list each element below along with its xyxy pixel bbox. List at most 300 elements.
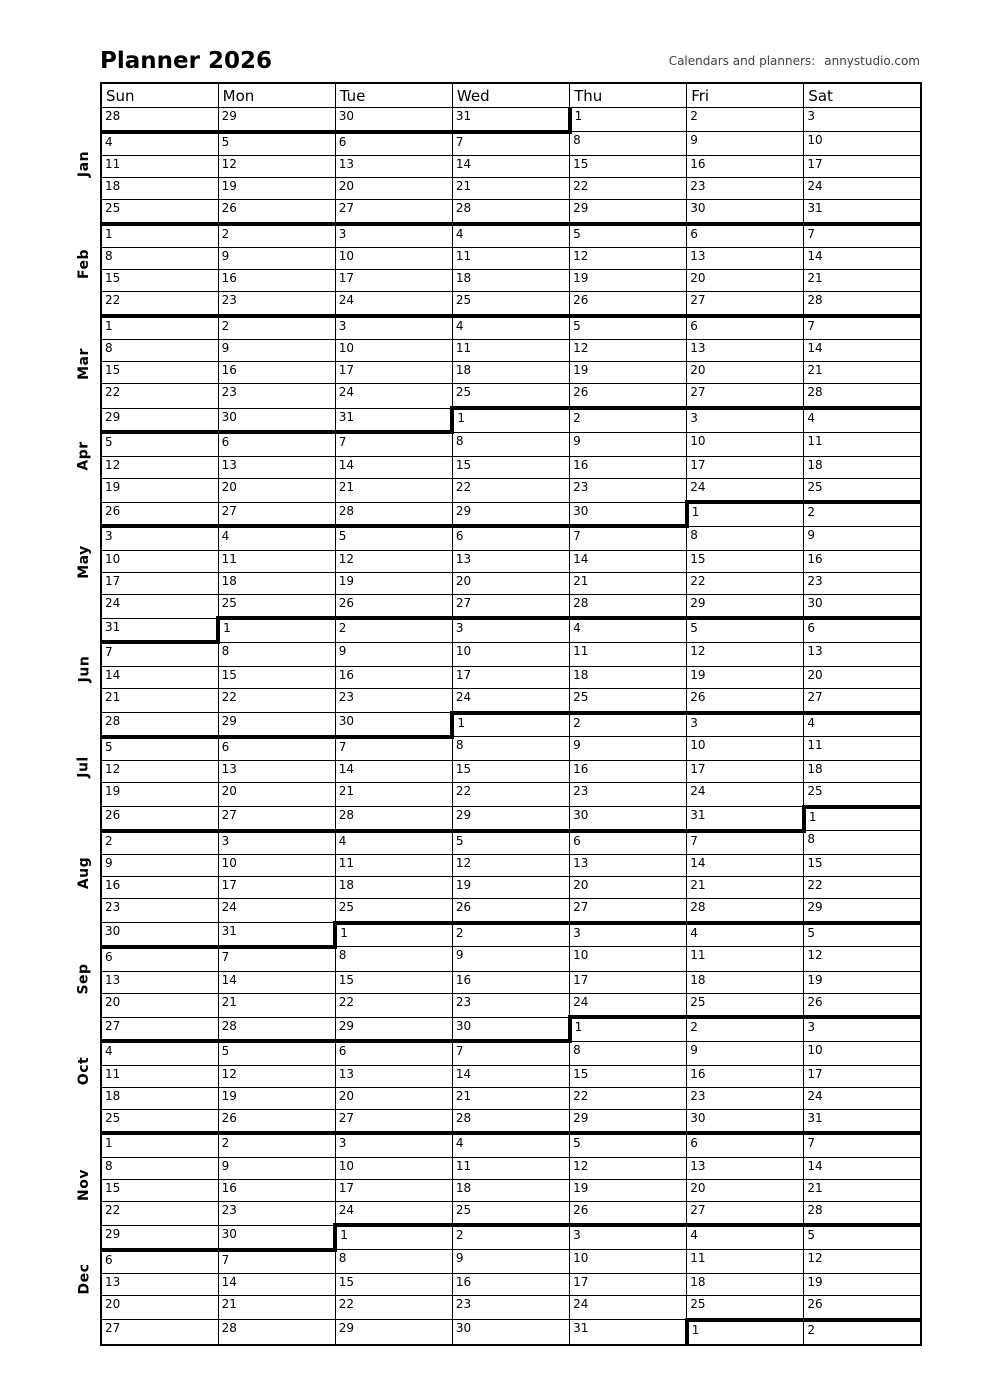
date-cell: 4 [452,316,569,340]
date-cell: 10 [335,1157,452,1179]
date-cell: 4 [570,618,687,642]
date-cell: 21 [804,362,921,384]
date-cell: 10 [804,1041,921,1065]
date-cell: 22 [570,178,687,200]
date-cell: 11 [570,642,687,666]
month-label-text: Jul [75,756,92,778]
date-cell: 20 [101,993,218,1017]
date-cell: 17 [804,1065,921,1087]
date-cell: 14 [218,1274,335,1296]
date-cell: 18 [101,178,218,200]
date-cell: 11 [101,1065,218,1087]
day-header-tue: Tue [335,83,452,108]
date-cell: 24 [570,993,687,1017]
date-cell: 26 [570,1201,687,1225]
date-cell: 9 [687,1041,804,1065]
date-cell: 5 [218,1041,335,1065]
date-cell: 24 [335,292,452,316]
date-cell: 8 [687,526,804,550]
date-cell: 12 [570,340,687,362]
date-cell: 11 [687,947,804,971]
date-cell: 23 [335,689,452,713]
weekday-header-row [101,83,921,108]
date-cell: 1 [335,1225,452,1249]
date-cell: 15 [804,855,921,877]
date-cell: 28 [570,594,687,618]
month-label-jan [62,107,106,221]
week-row [101,689,921,713]
date-cell: 13 [804,642,921,666]
date-cell: 30 [804,594,921,618]
planner-table [100,82,922,1346]
date-cell: 24 [335,384,452,408]
date-cell: 29 [218,713,335,737]
date-cell: 23 [101,899,218,923]
date-cell: 6 [687,1133,804,1157]
date-cell: 15 [218,666,335,688]
date-cell: 5 [570,224,687,248]
date-cell: 7 [335,737,452,761]
date-cell: 30 [101,923,218,947]
date-cell: 8 [101,248,218,270]
month-label-text: Oct [76,1056,92,1086]
date-cell: 17 [687,456,804,478]
date-cell: 20 [218,783,335,807]
date-cell: 18 [804,761,921,783]
week-row [101,478,921,502]
week-row [101,1087,921,1109]
date-cell: 29 [218,108,335,132]
date-cell: 23 [218,384,335,408]
date-cell: 6 [101,947,218,971]
date-cell: 13 [687,340,804,362]
date-cell: 17 [570,1274,687,1296]
date-cell: 6 [804,618,921,642]
week-row [101,971,921,993]
date-cell: 9 [218,1157,335,1179]
date-cell: 1 [452,408,569,432]
date-cell: 5 [335,526,452,550]
date-cell: 5 [570,1133,687,1157]
date-cell: 2 [570,408,687,432]
date-cell: 30 [570,807,687,831]
date-cell: 26 [687,689,804,713]
week-row [101,831,921,855]
week-row [101,316,921,340]
date-cell: 6 [452,526,569,550]
week-row [101,292,921,316]
date-cell: 4 [804,408,921,432]
date-cell: 27 [218,807,335,831]
date-cell: 15 [101,362,218,384]
date-cell: 6 [218,737,335,761]
week-row [101,1133,921,1157]
date-cell: 30 [570,502,687,526]
date-cell: 5 [687,618,804,642]
date-cell: 15 [687,550,804,572]
date-cell: 31 [335,408,452,432]
week-row [101,993,921,1017]
date-cell: 24 [218,899,335,923]
date-cell: 17 [218,877,335,899]
date-cell: 13 [335,156,452,178]
week-row [101,1320,921,1345]
date-cell: 21 [218,993,335,1017]
date-cell: 9 [218,248,335,270]
date-cell: 3 [452,618,569,642]
month-label-text: Aug [75,856,92,890]
week-row [101,594,921,618]
date-cell: 22 [570,1087,687,1109]
date-cell: 10 [335,248,452,270]
date-cell: 4 [101,1041,218,1065]
date-cell: 4 [452,1133,569,1157]
day-header-wed: Wed [452,83,569,108]
week-row [101,1179,921,1201]
date-cell: 26 [452,899,569,923]
date-cell: 5 [101,432,218,456]
week-row [101,408,921,432]
date-cell: 30 [452,1017,569,1041]
date-cell: 1 [687,502,804,526]
date-cell: 26 [101,502,218,526]
date-cell: 17 [804,156,921,178]
date-cell: 10 [804,132,921,156]
date-cell: 28 [101,108,218,132]
date-cell: 23 [218,1201,335,1225]
date-cell: 30 [687,1109,804,1133]
date-cell: 9 [570,737,687,761]
date-cell: 7 [335,432,452,456]
date-cell: 25 [218,594,335,618]
date-cell: 19 [687,666,804,688]
date-cell: 15 [570,156,687,178]
date-cell: 7 [218,947,335,971]
date-cell: 31 [804,1109,921,1133]
date-cell: 18 [452,1179,569,1201]
date-cell: 21 [335,783,452,807]
date-cell: 7 [804,224,921,248]
date-cell: 9 [452,1250,569,1274]
date-cell: 2 [335,618,452,642]
date-cell: 16 [452,1274,569,1296]
date-cell: 21 [335,478,452,502]
date-cell: 22 [218,689,335,713]
date-cell: 11 [218,550,335,572]
date-cell: 13 [101,971,218,993]
date-cell: 22 [101,1201,218,1225]
date-cell: 13 [101,1274,218,1296]
year-planner-grid [0,82,1000,1346]
date-cell: 26 [218,1109,335,1133]
date-cell: 20 [335,178,452,200]
date-cell: 1 [218,618,335,642]
date-cell: 26 [570,384,687,408]
date-cell: 2 [570,713,687,737]
date-cell: 3 [101,526,218,550]
date-cell: 18 [687,971,804,993]
date-cell: 3 [570,1225,687,1249]
date-cell: 12 [101,456,218,478]
date-cell: 28 [101,713,218,737]
date-cell: 5 [804,923,921,947]
month-label-feb [62,220,106,307]
date-cell: 2 [218,224,335,248]
date-cell: 14 [335,456,452,478]
date-cell: 3 [804,108,921,132]
date-cell: 20 [335,1087,452,1109]
date-cell: 5 [101,737,218,761]
date-cell: 13 [452,550,569,572]
week-row [101,384,921,408]
week-row [101,877,921,899]
date-cell: 31 [452,108,569,132]
week-row [101,224,921,248]
date-cell: 18 [101,1087,218,1109]
date-cell: 10 [570,947,687,971]
date-cell: 30 [687,200,804,224]
date-cell: 4 [452,224,569,248]
date-cell: 28 [452,1109,569,1133]
date-cell: 14 [687,855,804,877]
date-cell: 16 [452,971,569,993]
date-cell: 29 [570,1109,687,1133]
date-cell: 17 [335,270,452,292]
date-cell: 27 [687,292,804,316]
date-cell: 13 [218,761,335,783]
date-cell: 2 [687,1017,804,1041]
date-cell: 12 [804,947,921,971]
date-cell: 24 [687,478,804,502]
date-cell: 21 [101,689,218,713]
date-cell: 25 [804,478,921,502]
date-cell: 21 [452,178,569,200]
date-cell: 28 [452,200,569,224]
date-cell: 26 [218,200,335,224]
week-row [101,713,921,737]
date-cell: 7 [218,1250,335,1274]
date-cell: 14 [452,156,569,178]
date-cell: 31 [101,618,218,642]
date-cell: 3 [335,1133,452,1157]
page-title: Planner 2026 [100,48,272,74]
date-cell: 19 [452,877,569,899]
date-cell: 14 [570,550,687,572]
date-cell: 8 [101,1157,218,1179]
date-cell: 7 [804,316,921,340]
week-row [101,432,921,456]
date-cell: 26 [570,292,687,316]
date-cell: 30 [218,408,335,432]
date-cell: 28 [804,1201,921,1225]
week-row [101,456,921,478]
credit-site-link[interactable]: annystudio.com [824,54,920,68]
date-cell: 25 [687,993,804,1017]
date-cell: 18 [218,572,335,594]
date-cell: 28 [804,292,921,316]
date-cell: 7 [101,642,218,666]
date-cell: 19 [570,1179,687,1201]
date-cell: 2 [218,316,335,340]
date-cell: 12 [452,855,569,877]
date-cell: 17 [687,761,804,783]
date-cell: 15 [101,270,218,292]
date-cell: 4 [101,132,218,156]
date-cell: 6 [687,224,804,248]
week-row [101,642,921,666]
date-cell: 19 [218,1087,335,1109]
date-cell: 16 [570,761,687,783]
date-cell: 11 [804,432,921,456]
date-cell: 24 [804,1087,921,1109]
date-cell: 22 [804,877,921,899]
date-cell: 2 [452,1225,569,1249]
date-cell: 15 [570,1065,687,1087]
week-row [101,1157,921,1179]
date-cell: 1 [687,1320,804,1345]
date-cell: 3 [335,316,452,340]
date-cell: 11 [452,248,569,270]
date-cell: 30 [452,1320,569,1345]
date-cell: 17 [570,971,687,993]
date-cell: 28 [687,899,804,923]
month-label-text: Feb [75,248,92,279]
week-row [101,248,921,270]
date-cell: 8 [452,432,569,456]
date-cell: 19 [804,1274,921,1296]
date-cell: 22 [101,292,218,316]
date-cell: 15 [335,971,452,993]
date-cell: 20 [570,877,687,899]
date-cell: 4 [335,831,452,855]
date-cell: 25 [452,292,569,316]
date-cell: 3 [687,713,804,737]
date-cell: 16 [218,270,335,292]
date-cell: 27 [101,1320,218,1345]
date-cell: 22 [101,384,218,408]
date-cell: 12 [218,1065,335,1087]
date-cell: 23 [218,292,335,316]
date-cell: 25 [570,689,687,713]
month-label-text: Mar [75,348,92,380]
date-cell: 9 [218,340,335,362]
date-cell: 27 [335,1109,452,1133]
date-cell: 9 [101,855,218,877]
date-cell: 21 [804,270,921,292]
week-row [101,1041,921,1065]
date-cell: 6 [335,132,452,156]
date-cell: 22 [452,478,569,502]
month-label-text: Jun [76,655,92,682]
date-cell: 12 [570,248,687,270]
date-cell: 26 [101,807,218,831]
date-cell: 8 [101,340,218,362]
date-cell: 30 [335,108,452,132]
date-cell: 19 [570,270,687,292]
date-cell: 16 [218,1179,335,1201]
date-cell: 11 [452,340,569,362]
date-cell: 6 [101,1250,218,1274]
week-row [101,1109,921,1133]
date-cell: 22 [335,1296,452,1320]
date-cell: 19 [218,178,335,200]
day-header-sun: Sun [101,83,218,108]
date-cell: 29 [452,502,569,526]
date-cell: 16 [687,156,804,178]
date-cell: 25 [101,1109,218,1133]
month-label-text: May [75,545,92,579]
date-cell: 18 [452,270,569,292]
date-cell: 10 [218,855,335,877]
date-cell: 5 [218,132,335,156]
month-label-text: Nov [76,1169,92,1201]
date-cell: 12 [570,1157,687,1179]
date-cell: 11 [452,1157,569,1179]
date-cell: 12 [687,642,804,666]
date-cell: 10 [452,642,569,666]
week-row [101,666,921,688]
date-cell: 14 [335,761,452,783]
date-cell: 19 [101,783,218,807]
date-cell: 10 [101,550,218,572]
week-row [101,618,921,642]
date-cell: 8 [335,947,452,971]
date-cell: 19 [101,478,218,502]
date-cell: 24 [452,689,569,713]
date-cell: 1 [570,108,687,132]
week-row [101,108,921,132]
credit-label: Calendars and planners: [668,54,816,68]
date-cell: 28 [218,1017,335,1041]
date-cell: 18 [570,666,687,688]
date-cell: 21 [452,1087,569,1109]
date-cell: 2 [218,1133,335,1157]
date-cell: 18 [335,877,452,899]
date-cell: 28 [218,1320,335,1345]
date-cell: 17 [335,1179,452,1201]
date-cell: 7 [452,1041,569,1065]
date-cell: 27 [101,1017,218,1041]
date-cell: 28 [335,807,452,831]
date-cell: 6 [218,432,335,456]
date-cell: 27 [687,384,804,408]
week-row [101,156,921,178]
date-cell: 4 [218,526,335,550]
date-cell: 17 [452,666,569,688]
date-cell: 16 [687,1065,804,1087]
week-row [101,761,921,783]
date-cell: 21 [687,877,804,899]
date-cell: 24 [804,178,921,200]
date-cell: 1 [101,316,218,340]
week-row [101,783,921,807]
date-cell: 29 [687,594,804,618]
date-cell: 12 [101,761,218,783]
date-cell: 10 [687,432,804,456]
month-label-text: Apr [75,441,92,471]
date-cell: 4 [804,713,921,737]
date-cell: 8 [570,1041,687,1065]
date-cell: 11 [804,737,921,761]
date-cell: 2 [101,831,218,855]
date-cell: 14 [452,1065,569,1087]
date-cell: 5 [570,316,687,340]
date-cell: 8 [570,132,687,156]
date-cell: 10 [687,737,804,761]
date-cell: 6 [570,831,687,855]
week-row [101,502,921,526]
date-cell: 16 [101,877,218,899]
